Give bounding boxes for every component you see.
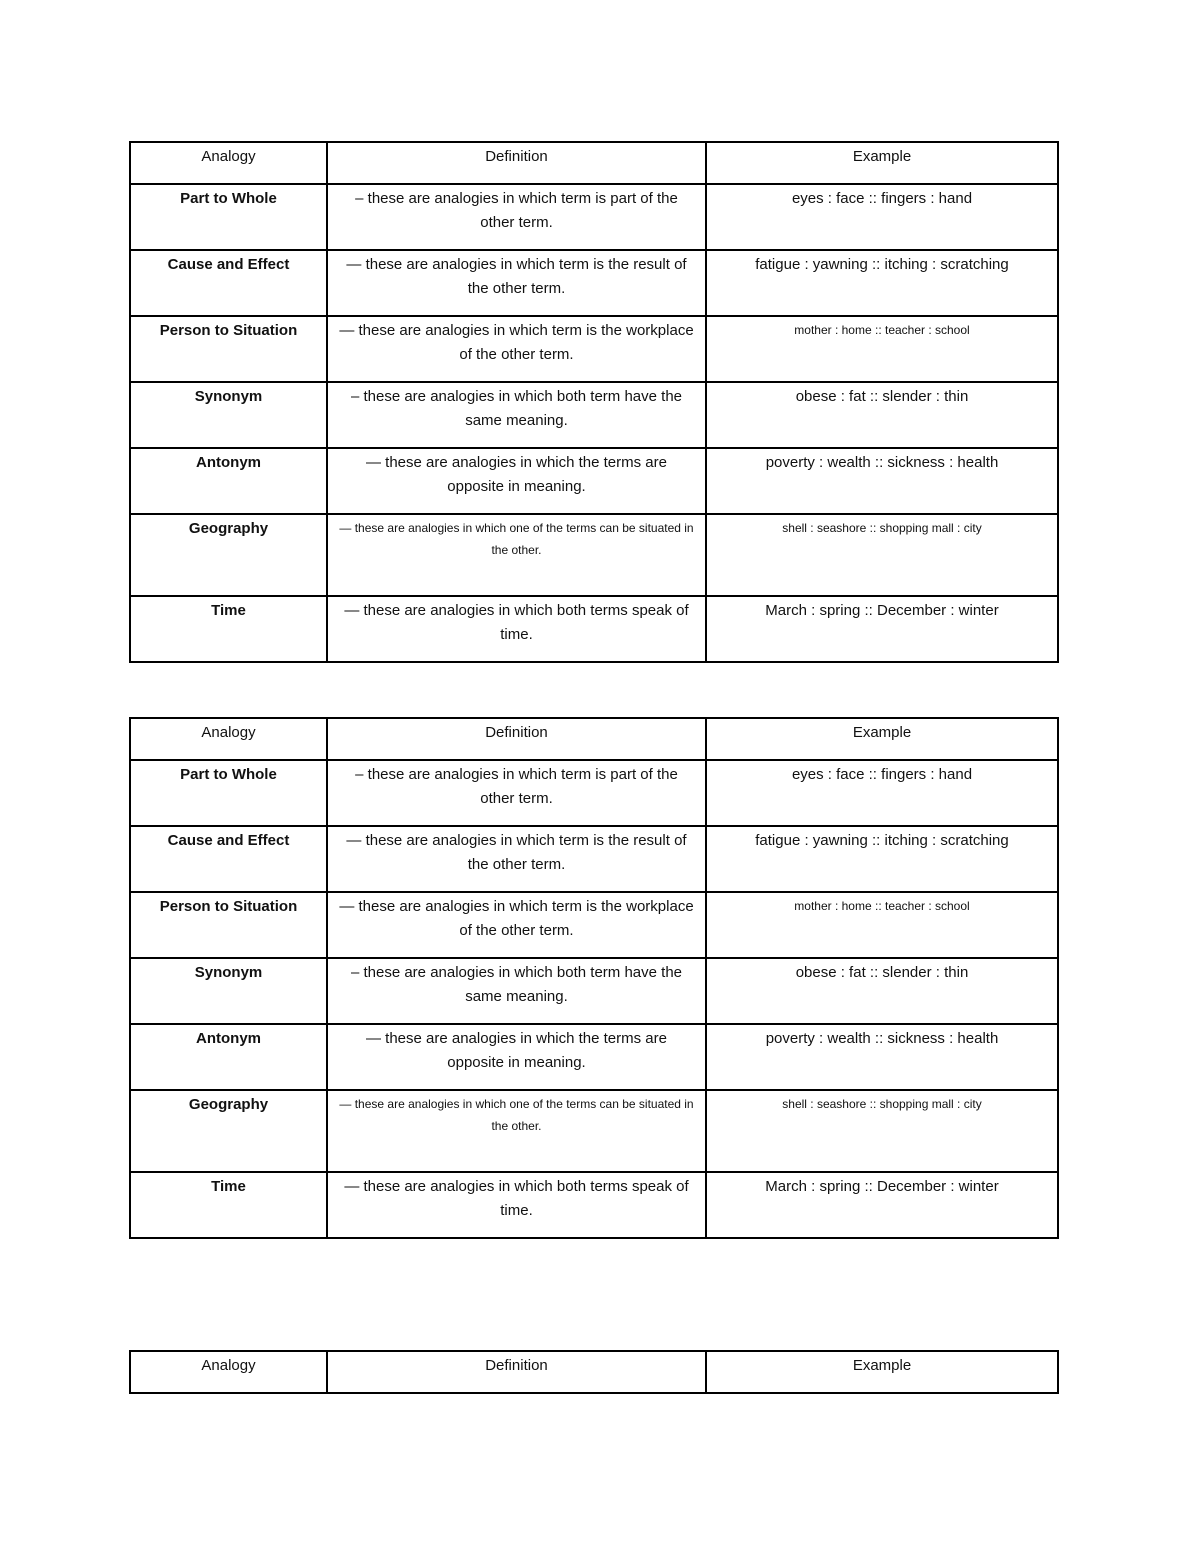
analogy-term: Antonym (130, 448, 327, 514)
analogy-term: Antonym (130, 1024, 327, 1090)
header-example: Example (706, 1351, 1058, 1393)
analogy-definition: — these are analogies in which term is the workplace of the other term. (327, 892, 706, 958)
analogy-term: Part to Whole (130, 184, 327, 250)
analogy-term: Person to Situation (130, 892, 327, 958)
table-row (130, 1090, 1058, 1172)
analogy-term: Cause and Effect (130, 826, 327, 892)
table-row (130, 958, 1058, 1024)
analogy-definition: — these are analogies in which the terms are opposite in meaning. (327, 448, 706, 514)
analogy-table-1 (129, 141, 1059, 663)
analogy-table-2 (129, 717, 1059, 1239)
table-row (130, 892, 1058, 958)
table-row (130, 250, 1058, 316)
analogy-definition: – these are analogies in which term is part of the other term. (327, 760, 706, 826)
analogy-term: Part to Whole (130, 760, 327, 826)
analogy-example: shell : seashore :: shopping mall : city (706, 1090, 1058, 1172)
analogy-example: obese : fat :: slender : thin (706, 958, 1058, 1024)
analogy-term: Geography (130, 1090, 327, 1172)
header-definition: Definition (327, 1351, 706, 1393)
table-row (130, 382, 1058, 448)
table-row (130, 184, 1058, 250)
header-analogy: Analogy (130, 142, 327, 184)
analogy-term: Person to Situation (130, 316, 327, 382)
header-example: Example (706, 718, 1058, 760)
table-row (130, 316, 1058, 382)
analogy-term: Time (130, 1172, 327, 1238)
analogy-definition: – these are analogies in which term is part of the other term. (327, 184, 706, 250)
analogy-table-3 (129, 1350, 1059, 1394)
analogy-example: shell : seashore :: shopping mall : city (706, 514, 1058, 596)
analogy-definition: — these are analogies in which term is the workplace of the other term. (327, 316, 706, 382)
analogy-example: mother : home :: teacher : school (706, 316, 1058, 382)
table-row (130, 1172, 1058, 1238)
analogy-example: March : spring :: December : winter (706, 596, 1058, 662)
analogy-definition: — these are analogies in which both terms speak of time. (327, 596, 706, 662)
analogy-definition: — these are analogies in which term is the result of the other term. (327, 250, 706, 316)
header-row (130, 1351, 1058, 1393)
header-definition: Definition (327, 718, 706, 760)
table-row (130, 1024, 1058, 1090)
table-row (130, 826, 1058, 892)
analogy-definition: — these are analogies in which one of the terms can be situated in the other. (327, 1090, 706, 1172)
analogy-definition: — these are analogies in which the terms are opposite in meaning. (327, 1024, 706, 1090)
analogy-term: Synonym (130, 382, 327, 448)
analogy-example: poverty : wealth :: sickness : health (706, 1024, 1058, 1090)
header-row (130, 142, 1058, 184)
analogy-example: mother : home :: teacher : school (706, 892, 1058, 958)
analogy-example: eyes : face :: fingers : hand (706, 184, 1058, 250)
analogy-term: Cause and Effect (130, 250, 327, 316)
analogy-example: March : spring :: December : winter (706, 1172, 1058, 1238)
header-row (130, 718, 1058, 760)
analogy-definition: – these are analogies in which both term have the same meaning. (327, 382, 706, 448)
table-row (130, 448, 1058, 514)
analogy-definition: – these are analogies in which both term have the same meaning. (327, 958, 706, 1024)
analogy-example: poverty : wealth :: sickness : health (706, 448, 1058, 514)
analogy-term: Geography (130, 514, 327, 596)
header-definition: Definition (327, 142, 706, 184)
analogy-definition: — these are analogies in which both terms speak of time. (327, 1172, 706, 1238)
analogy-term: Synonym (130, 958, 327, 1024)
header-example: Example (706, 142, 1058, 184)
analogy-example: obese : fat :: slender : thin (706, 382, 1058, 448)
analogy-example: eyes : face :: fingers : hand (706, 760, 1058, 826)
table-row (130, 596, 1058, 662)
analogy-example: fatigue : yawning :: itching : scratching (706, 826, 1058, 892)
analogy-definition: — these are analogies in which one of the terms can be situated in the other. (327, 514, 706, 596)
analogy-example: fatigue : yawning :: itching : scratching (706, 250, 1058, 316)
table-row (130, 760, 1058, 826)
table-row (130, 514, 1058, 596)
header-analogy: Analogy (130, 1351, 327, 1393)
analogy-definition: — these are analogies in which term is the result of the other term. (327, 826, 706, 892)
analogy-term: Time (130, 596, 327, 662)
header-analogy: Analogy (130, 718, 327, 760)
